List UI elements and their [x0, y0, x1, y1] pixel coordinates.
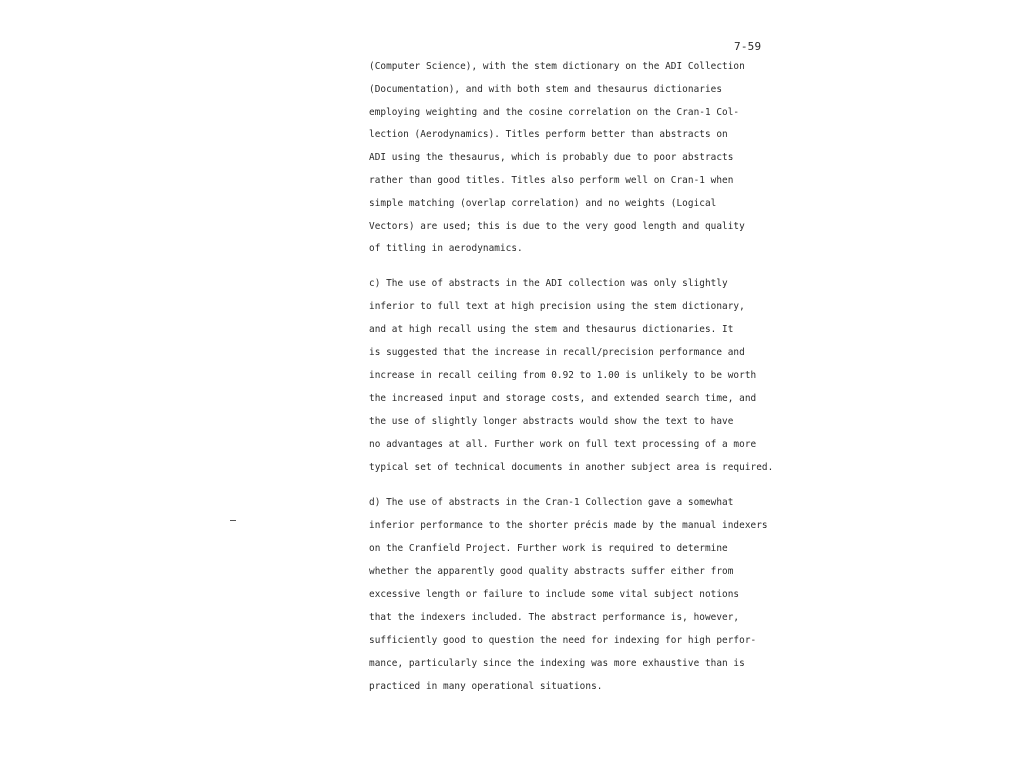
- text-line: on the Cranfield Project. Further work is required to determine: [369, 543, 728, 554]
- text-line: inferior performance to the shorter précis made by the manual indexers: [369, 520, 768, 531]
- text-line: c) The use of abstracts in the ADI collection was only slightly: [369, 278, 728, 289]
- text-line: is suggested that the increase in recall/precision performance and: [369, 347, 745, 358]
- text-line: mance, particularly since the indexing was more exhaustive than is: [369, 658, 745, 669]
- text-line: that the indexers included. The abstract performance is, however,: [369, 612, 740, 623]
- page-number: 7-59: [734, 40, 762, 53]
- text-line: (Computer Science), with the stem dictionary on the ADI Collection: [369, 61, 745, 72]
- text-line: and at high recall using the stem and thesaurus dictionaries. It: [369, 324, 734, 335]
- text-line: typical set of technical documents in another subject area is required.: [369, 462, 774, 473]
- text-line: inferior to full text at high precision using the stem dictionary,: [369, 301, 745, 312]
- text-line: Vectors) are used; this is due to the very good length and quality: [369, 221, 745, 232]
- margin-mark: [230, 520, 236, 521]
- text-line: (Documentation), and with both stem and thesaurus dictionaries: [369, 84, 723, 95]
- text-line: employing weighting and the cosine correlation on the Cran-1 Col-: [369, 107, 740, 118]
- text-line: rather than good titles. Titles also perform well on Cran-1 when: [369, 175, 734, 186]
- text-line: the increased input and storage costs, and extended search time, and: [369, 393, 757, 404]
- text-line: excessive length or failure to include some vital subject notions: [369, 589, 740, 600]
- text-line: simple matching (overlap correlation) and no weights (Logical: [369, 198, 717, 209]
- text-line: the use of slightly longer abstracts would show the text to have: [369, 416, 734, 427]
- text-line: sufficiently good to question the need for indexing for high perfor-: [369, 635, 757, 646]
- text-line: practiced in many operational situations.: [369, 681, 603, 692]
- text-line: d) The use of abstracts in the Cran-1 Collection gave a somewhat: [369, 497, 734, 508]
- text-line: whether the apparently good quality abstracts suffer either from: [369, 566, 734, 577]
- text-line: lection (Aerodynamics). Titles perform better than abstracts on: [369, 129, 728, 140]
- text-line: of titling in aerodynamics.: [369, 243, 523, 254]
- text-line: increase in recall ceiling from 0.92 to 1.00 is unlikely to be worth: [369, 370, 757, 381]
- text-line: no advantages at all. Further work on full text processing of a more: [369, 439, 757, 450]
- text-line: ADI using the thesaurus, which is probably due to poor abstracts: [369, 152, 734, 163]
